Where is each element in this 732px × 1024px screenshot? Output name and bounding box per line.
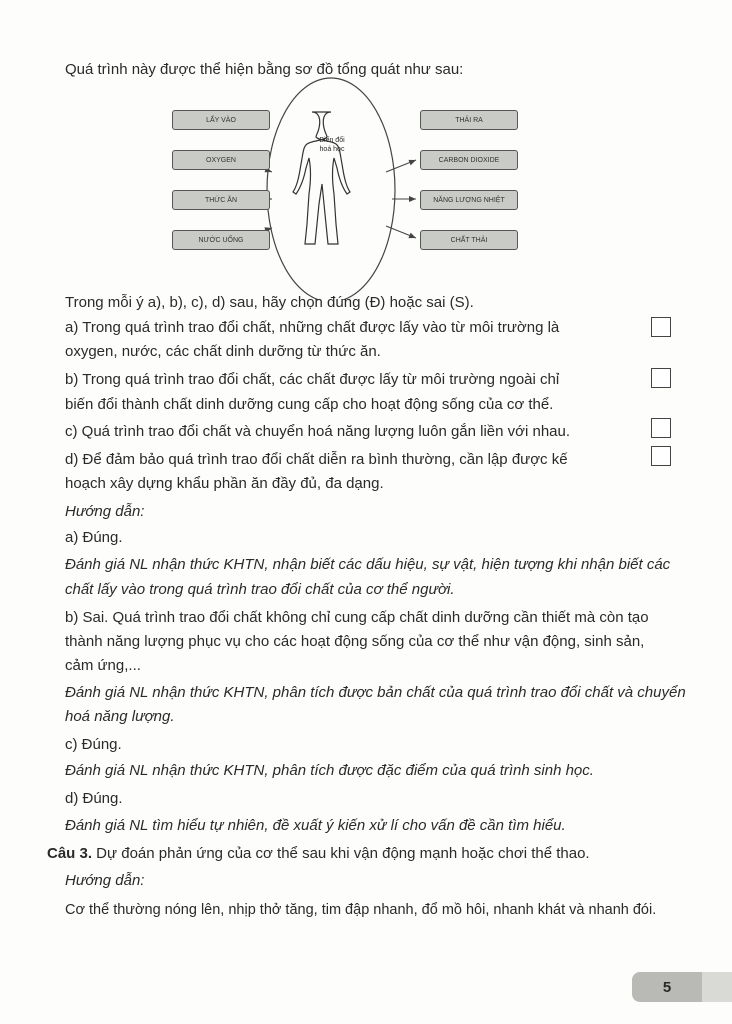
question-3-answer: Cơ thể thường nóng lên, nhịp thở tăng, tim đập nhanh, đổ mồ hôi, nhanh khát và nhanh đói.: [65, 902, 657, 918]
center-label-line: hoá học: [319, 146, 345, 153]
question-3-label: Câu 3.: [47, 845, 93, 862]
statement-a: a) Trong quá trình trao đổi chất, những chất được lấy vào từ môi trường là: [65, 319, 560, 336]
statement-a: oxygen, nước, các chất dinh dưỡng từ thức ăn.: [65, 343, 381, 360]
output-header: THẢI RA: [420, 110, 518, 130]
center-label-line: Biến đổi: [319, 137, 345, 144]
answer-d: d) Đúng.: [65, 790, 123, 807]
output-box: CHẤT THẢI: [420, 230, 518, 250]
checkbox-c[interactable]: [651, 418, 671, 438]
answer-c: c) Đúng.: [65, 736, 122, 753]
statement-b: b) Trong quá trình trao đổi chất, các chất được lấy từ môi trường ngoài chỉ: [65, 371, 560, 388]
answer-a-note: chất lấy vào trong quá trình trao đổi chất của cơ thể người.: [65, 581, 455, 598]
checkbox-d[interactable]: [651, 446, 671, 466]
human-body-icon: [293, 112, 350, 244]
statement-d: hoạch xây dựng khẩu phần ăn đầy đủ, đa dạng.: [65, 475, 384, 492]
input-header: LẤY VÀO: [172, 110, 270, 130]
input-box: NƯỚC UỐNG: [172, 230, 270, 250]
answer-b: b) Sai. Quá trình trao đổi chất không chỉ cung cấp chất dinh dưỡng cần thiết mà còn tạo: [65, 609, 649, 626]
answer-b-note: Đánh giá NL nhận thức KHTN, phân tích được bản chất của quá trình trao đổi chất và chuyển: [65, 684, 686, 701]
instruction: Trong mỗi ý a), b), c), d) sau, hãy chọn đúng (Đ) hoặc sai (S).: [65, 294, 474, 311]
statement-d: d) Để đảm bảo quá trình trao đổi chất diễn ra bình thường, cần lập được kế: [65, 451, 568, 468]
answer-b: thành năng lượng phục vụ cho các hoạt động sống của cơ thể như vận động, sinh sản,: [65, 633, 645, 650]
answer-c-note: Đánh giá NL nhận thức KHTN, phân tích được đặc điểm của quá trình sinh học.: [65, 762, 594, 779]
input-box: THỨC ĂN: [172, 190, 270, 210]
question-3: [47, 844, 590, 864]
checkbox-b[interactable]: [651, 368, 671, 388]
page-number: 5: [632, 972, 702, 1002]
answer-d-note: Đánh giá NL tìm hiểu tự nhiên, đề xuất ý kiến xử lí cho vấn đề cần tìm hiểu.: [65, 817, 566, 834]
question-3-text: Dự đoán phản ứng của cơ thể sau khi vận động mạnh hoặc chơi thể thao.: [92, 845, 590, 862]
answer-a: a) Đúng.: [65, 529, 123, 546]
center-label: [314, 136, 350, 154]
diagram-lines: [0, 0, 732, 300]
statement-b: biến đổi thành chất dinh dưỡng cung cấp cho hoạt động sống của cơ thể.: [65, 396, 554, 413]
guide-label: Hướng dẫn:: [65, 503, 145, 520]
answer-a-note: Đánh giá NL nhận thức KHTN, nhận biết các dấu hiệu, sự vật, hiện tượng khi nhận biết các: [65, 556, 671, 573]
output-box: NĂNG LƯỢNG NHIỆT: [420, 190, 518, 210]
statement-c: c) Quá trình trao đổi chất và chuyển hoá năng lượng luôn gắn liền với nhau.: [65, 423, 571, 440]
page-edge: [702, 972, 732, 1002]
body-ellipse: [267, 78, 395, 300]
input-box: OXYGEN: [172, 150, 270, 170]
answer-b: cảm ứng,...: [65, 657, 141, 674]
checkbox-a[interactable]: [651, 317, 671, 337]
answer-b-note: hoá năng lượng.: [65, 708, 175, 725]
output-box: CARBON DIOXIDE: [420, 150, 518, 170]
intro-text: Quá trình này được thể hiện bằng sơ đồ tổng quát như sau:: [65, 61, 464, 78]
question-3-guide-label: Hướng dẫn:: [65, 872, 145, 889]
